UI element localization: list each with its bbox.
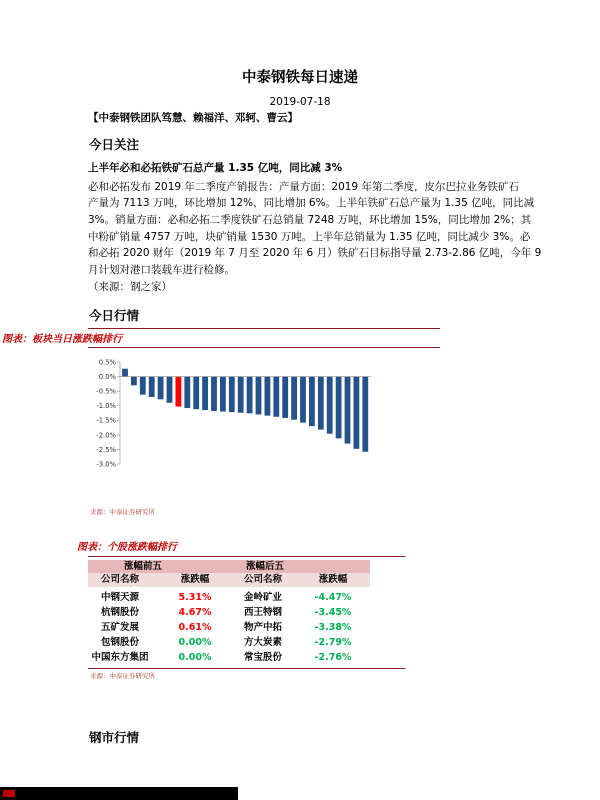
loser-name: 方大炭素 (243, 637, 282, 648)
bar (158, 377, 164, 400)
report-date: 2019-07-18 (269, 96, 331, 108)
gainer-change: 0.00% (178, 637, 212, 648)
section-heading-market: 今日行情 (89, 308, 140, 323)
section-heading-steel-market: 钢市行情 (89, 730, 140, 745)
focus-body-line: 月计划对港口装载车进行检修。 (88, 263, 235, 276)
col-header-change: 涨跌幅 (318, 574, 348, 585)
caption-top-rule (88, 328, 440, 329)
caption-bottom-rule (88, 347, 440, 348)
y-tick-label: -1.5% (96, 416, 116, 425)
stock-table-caption: 图表：个股涨跌幅排行 (77, 542, 177, 553)
focus-body-line: 3%。销量方面：必和必拓二季度铁矿石总销量 7248 万吨，环比增加 15%，同比增加 2%；其 (88, 213, 532, 226)
gainer-change: 4.67% (178, 607, 212, 618)
y-tick-label: -2.5% (96, 445, 116, 454)
y-tick-label: 0.5% (98, 358, 116, 367)
bar (238, 377, 244, 413)
sector-change-bar-chart (88, 352, 440, 508)
loser-change: -2.76% (314, 652, 352, 663)
bar (291, 377, 297, 420)
bar (202, 377, 208, 411)
col-header-change: 涨跌幅 (180, 574, 210, 585)
bar (265, 377, 271, 416)
footer-mark (3, 790, 15, 797)
gainer-name: 包钢股份 (100, 637, 139, 648)
focus-body-line: 产量为 7113 万吨，环比增加 12%，同比增加 6%。上半年铁矿石总产量为 1.35 亿吨，同比减 (88, 197, 535, 210)
loser-change: -3.45% (314, 607, 352, 618)
bar (140, 377, 146, 395)
table-group-header-row (88, 560, 370, 573)
bar (282, 377, 288, 418)
bar (256, 377, 262, 415)
gainer-name: 中钢天源 (100, 592, 139, 603)
table-bottom-rule (88, 668, 405, 669)
bar (354, 377, 360, 449)
loser-change: -3.38% (314, 622, 352, 633)
stock-table-source: 来源：中泰证券研究所 (90, 671, 155, 680)
section-heading-focus: 今日关注 (89, 137, 140, 152)
bar (309, 377, 315, 427)
col-header-company: 公司名称 (243, 574, 282, 585)
y-tick-label: -3.0% (96, 460, 116, 469)
gainer-change: 0.61% (178, 622, 212, 633)
footer-bar (0, 787, 238, 800)
table-row (88, 650, 370, 665)
bar (122, 369, 128, 377)
group-header-top-gainers: 涨幅前五 (123, 561, 162, 572)
gainer-name: 中国东方集团 (91, 652, 149, 663)
bar (167, 377, 173, 403)
loser-change: -2.79% (314, 637, 352, 648)
focus-body-line: 和必拓 2020 财年（2019 年 7 月至 2020 年 6 月）铁矿石目标指导量 2.73-2.86 亿吨，今年 9 (88, 247, 542, 260)
gainer-name: 杭钢股份 (100, 607, 139, 618)
loser-change: -4.47% (314, 592, 352, 603)
caption-bottom-rule (88, 556, 405, 557)
y-tick-label: -0.5% (96, 387, 116, 396)
loser-name: 金岭矿业 (243, 592, 282, 603)
col-header-company: 公司名称 (100, 574, 139, 585)
bar (345, 377, 351, 444)
report-title: 中泰钢铁每日速递 (242, 70, 358, 86)
table-row (88, 590, 370, 605)
bar (318, 377, 324, 430)
loser-name: 西王特钢 (243, 607, 282, 618)
gainer-name: 五矿发展 (100, 622, 139, 633)
y-tick-label: -1.0% (96, 402, 116, 411)
bar (193, 377, 199, 410)
bar (362, 377, 368, 452)
bar (131, 377, 137, 386)
table-column-header-row (88, 573, 370, 587)
bar (220, 377, 226, 412)
y-tick-label: -2.0% (96, 431, 116, 440)
sector-chart-source: 来源：中泰证券研究所 (90, 507, 155, 516)
bar (300, 377, 306, 423)
bar (273, 377, 279, 417)
focus-subtitle: 上半年必和必拓铁矿石总产量 1.35 亿吨，同比减 3% (88, 162, 343, 174)
bar (211, 377, 217, 411)
gainer-change: 0.00% (178, 652, 212, 663)
table-row (88, 635, 370, 650)
table-row (88, 620, 370, 635)
loser-name: 物产中拓 (243, 622, 282, 633)
bar (229, 377, 235, 413)
bar (336, 377, 342, 439)
bar (149, 377, 155, 397)
table-row (88, 605, 370, 620)
group-header-top-losers: 涨幅后五 (245, 561, 284, 572)
bar (184, 377, 190, 408)
focus-body-line: 中粉矿销量 4757 万吨，块矿销量 1530 万吨。上半年总销量为 1.35 亿吨，同比减少 3%。必 (88, 230, 531, 243)
bar (247, 377, 253, 414)
focus-source: （来源：钢之家） (88, 280, 172, 293)
focus-body (88, 179, 542, 296)
loser-name: 常宝股份 (243, 652, 282, 663)
focus-body-line: 必和必拓发布 2019 年二季度产销报告：产量方面：2019 年第二季度，皮尔巴拉业务铁矿石 (88, 180, 519, 193)
sector-chart-caption: 图表：板块当日涨跌幅排行 (2, 334, 122, 345)
bar (327, 377, 333, 434)
y-tick-label: 0.0% (98, 372, 116, 381)
gainer-change: 5.31% (178, 592, 212, 603)
report-authors: 【中泰钢铁团队笃慧、赖福洋、邓轲、曹云】 (88, 112, 298, 124)
bar-highlighted (176, 377, 182, 407)
